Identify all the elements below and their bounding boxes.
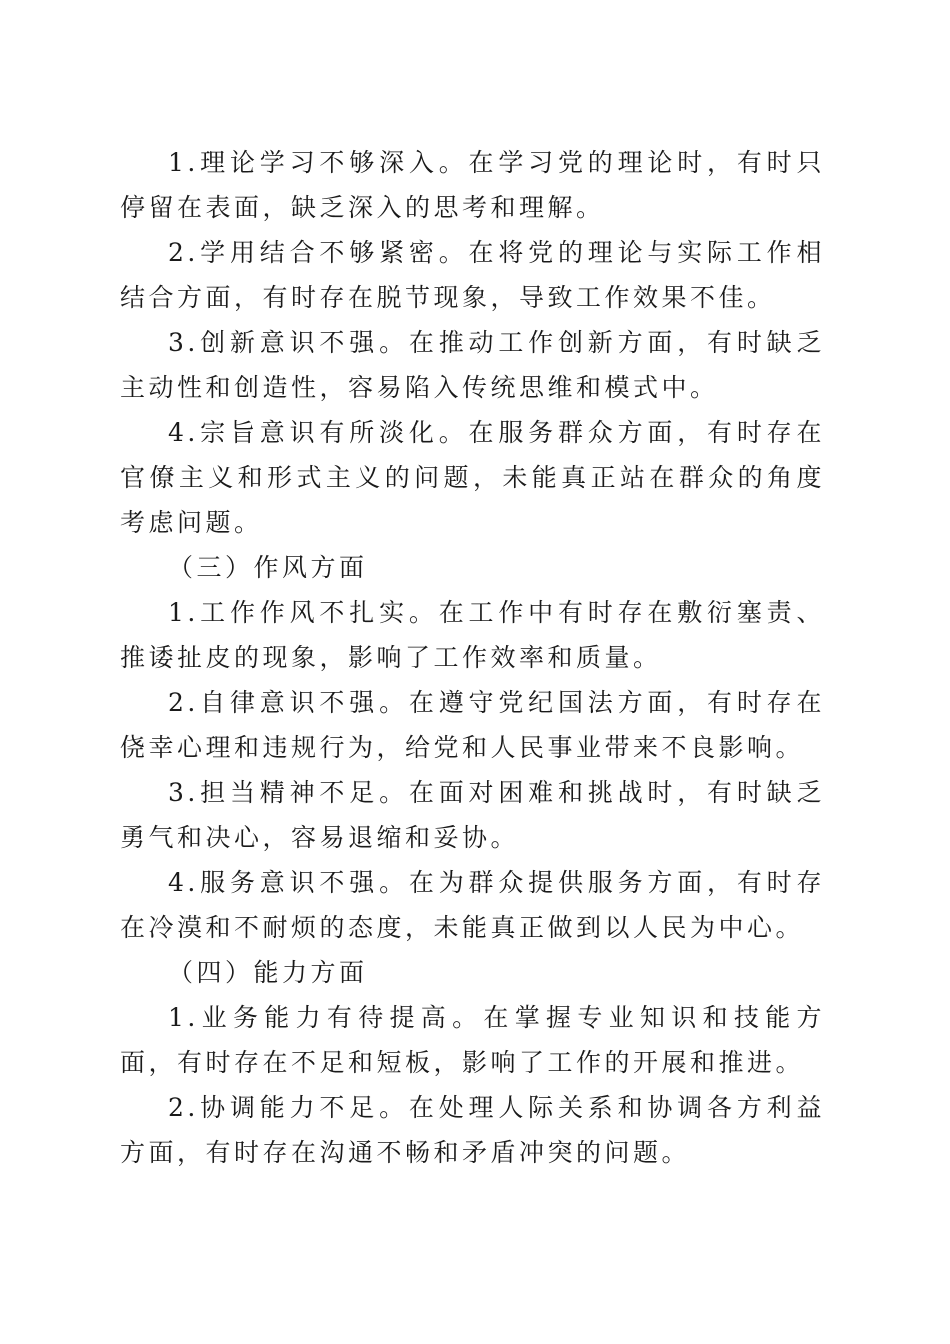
- section-heading: （四）能力方面: [168, 958, 368, 987]
- paragraph: 3.担当精神不足。在面对困难和挑战时，有时缺乏勇气和决心，容易退缩和妥协。: [120, 778, 825, 852]
- paragraph: 4.服务意识不强。在为群众提供服务方面，有时存在冷漠和不耐烦的态度，未能真正做到以人民为中心。: [120, 868, 825, 942]
- section-heading: （三）作风方面: [168, 553, 368, 582]
- paragraph: 2.自律意识不强。在遵守党纪国法方面，有时存在侥幸心理和违规行为，给党和人民事业带来不良影响。: [120, 688, 825, 762]
- paragraph: 2.协调能力不足。在处理人际关系和协调各方利益方面，有时存在沟通不畅和矛盾冲突的问题。: [120, 1093, 825, 1167]
- paragraph: 1.理论学习不够深入。在学习党的理论时，有时只停留在表面，缺乏深入的思考和理解。: [120, 148, 825, 222]
- document-body: [120, 140, 825, 1175]
- paragraph: 1.工作作风不扎实。在工作中有时存在敷衍塞责、推诿扯皮的现象，影响了工作效率和质量。: [120, 598, 825, 672]
- paragraph: 4.宗旨意识有所淡化。在服务群众方面，有时存在官僚主义和形式主义的问题，未能真正站在群众的角度考虑问题。: [120, 418, 825, 537]
- paragraph: 1.业务能力有待提高。在掌握专业知识和技能方面，有时存在不足和短板，影响了工作的开展和推进。: [120, 1003, 825, 1077]
- paragraph: 3.创新意识不强。在推动工作创新方面，有时缺乏主动性和创造性，容易陷入传统思维和模式中。: [120, 328, 825, 402]
- paragraph: 2.学用结合不够紧密。在将党的理论与实际工作相结合方面，有时存在脱节现象，导致工作效果不佳。: [120, 238, 825, 312]
